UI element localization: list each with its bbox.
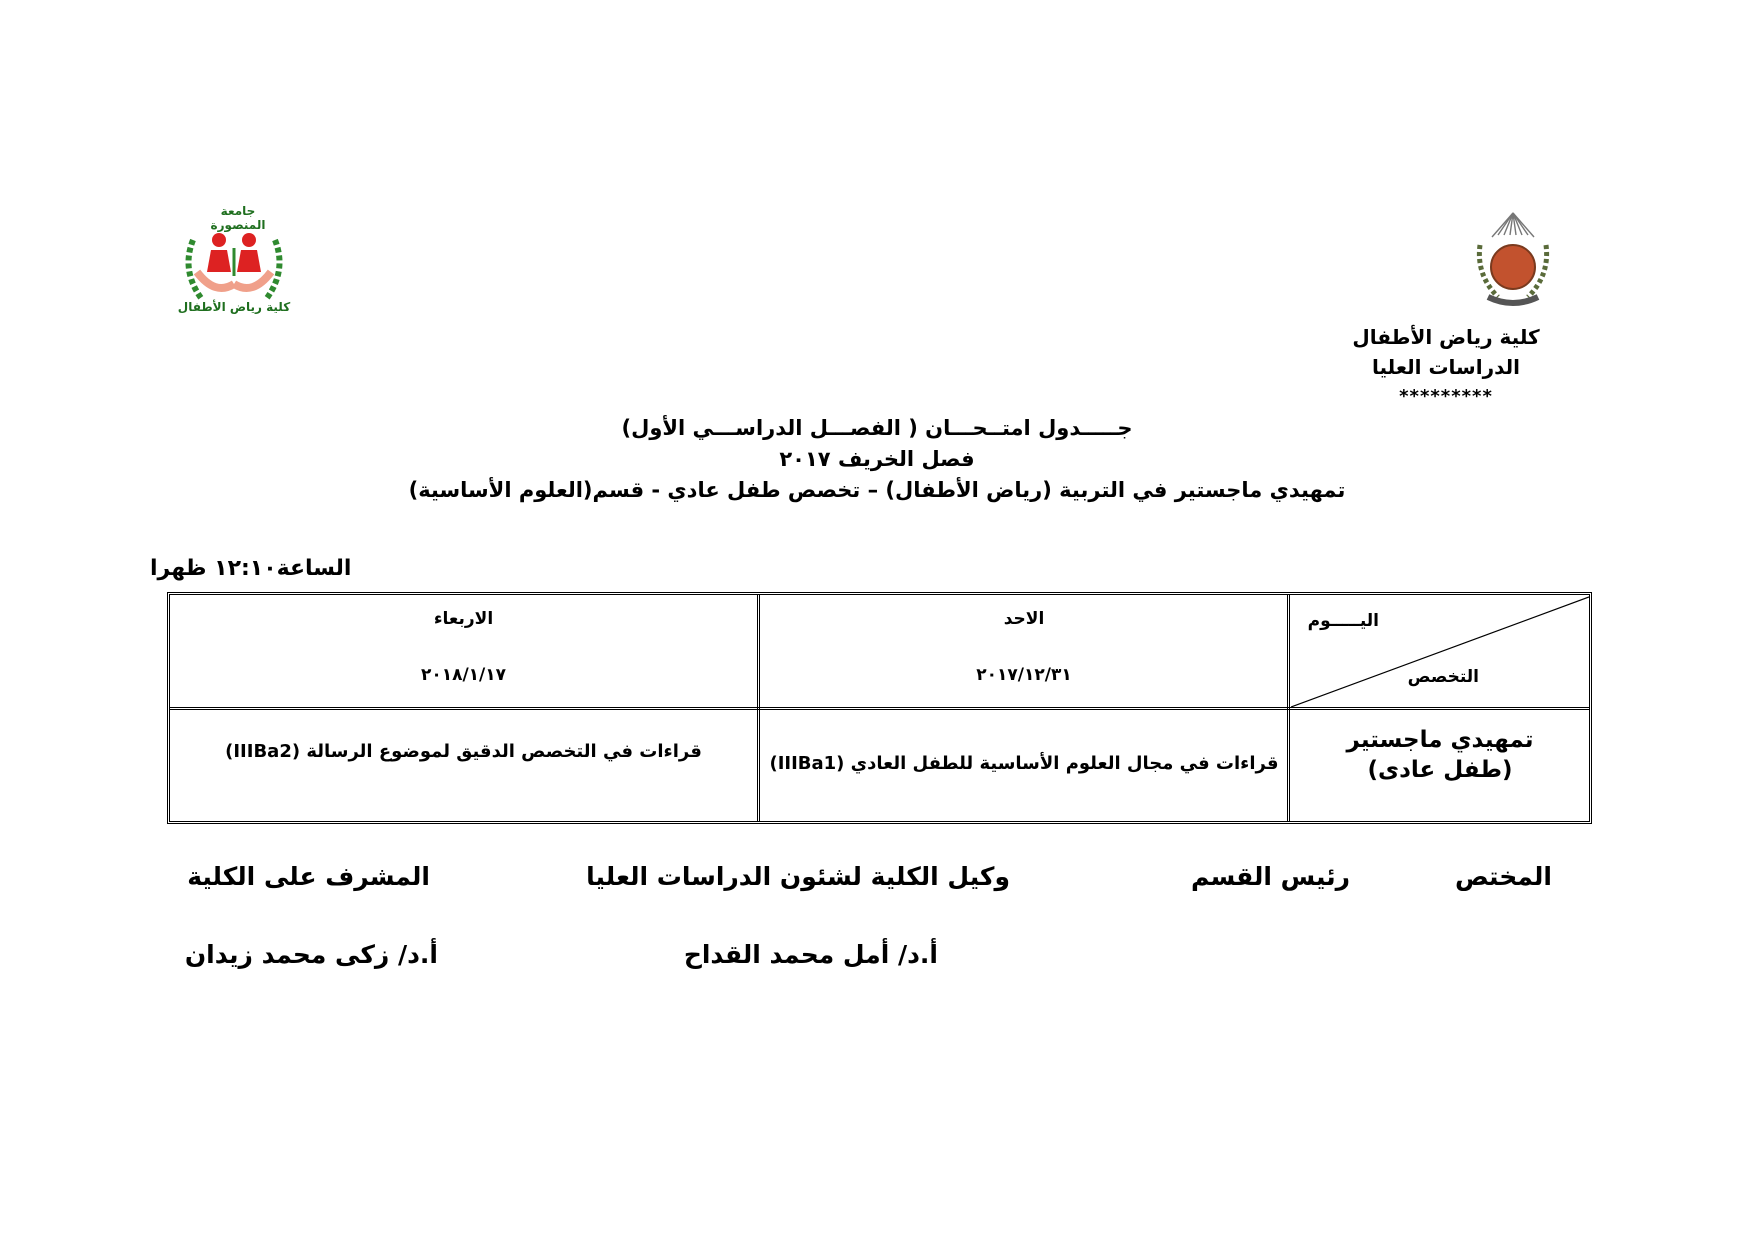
date-header-wednesday xyxy=(170,665,757,685)
row-label-cell xyxy=(1291,725,1589,785)
left-logo-bottom-text: كلية رياض الأطفال xyxy=(177,300,291,314)
mansoura-university-emblem-icon xyxy=(1468,205,1558,315)
corner-day-label: اليـــــوم xyxy=(1307,611,1379,631)
day-header-sunday xyxy=(761,609,1287,629)
day-name: الاربعاء xyxy=(433,609,494,629)
kindergarten-college-logo-icon xyxy=(175,204,293,320)
exam-titles xyxy=(377,413,1377,506)
exam-time: الساعة١٢:١٠ ظهرا xyxy=(150,556,352,581)
signature-specialist: المختص xyxy=(1454,862,1552,891)
row-divider xyxy=(170,707,1589,710)
exam-date: ٢٠١٧/١٢/٣١ xyxy=(976,665,1072,685)
row-label-track: (طفل عادى) xyxy=(1367,757,1513,783)
left-logo-top-text: جامعة المنصورة xyxy=(210,204,266,232)
signature-vice-dean: وكيل الكلية لشئون الدراسات العليا xyxy=(586,862,1010,891)
program-title: تمهيدي ماجستير في التربية (رياض الأطفال) – تخصص طفل عادي - قسم(العلوم الأساسية) xyxy=(408,478,1346,502)
corner-spec-label: التخصص xyxy=(1407,667,1479,687)
row-label-program: تمهيدي ماجستير xyxy=(1346,727,1534,753)
vice-dean-name: أ.د/ أمل محمد القداح xyxy=(683,940,938,969)
day-name: الاحد xyxy=(1003,609,1045,629)
supervisor-name: أ.د/ زكى محمد زيدان xyxy=(184,940,438,969)
signature-supervisor: المشرف على الكلية xyxy=(187,862,430,891)
course-cell-wednesday: قراءات في التخصص الدقيق لموضوع الرسالة (IIIBa2) xyxy=(225,741,702,762)
header-stars: ********* xyxy=(1399,386,1493,407)
course-cell-sunday: قراءات في مجال العلوم الأساسية للطفل العادي (IIIBa1) xyxy=(769,753,1279,774)
corner-header-cell xyxy=(1291,595,1589,707)
exam-date: ٢٠١٨/١/١٧ xyxy=(420,665,507,685)
college-header xyxy=(1316,322,1576,412)
exam-title: جـــــدول امتــحـــان ( الفصـــل الدراســـي الأول) xyxy=(621,416,1133,440)
day-header-wednesday xyxy=(170,609,757,629)
date-header-sunday xyxy=(761,665,1287,685)
semester-title: فصل الخريف ٢٠١٧ xyxy=(779,447,975,471)
department-name: الدراسات العليا xyxy=(1371,355,1521,379)
signature-dept-head: رئيس القسم xyxy=(1190,862,1350,891)
college-name: كلية رياض الأطفال xyxy=(1352,325,1540,349)
exam-schedule-table xyxy=(167,592,1592,824)
